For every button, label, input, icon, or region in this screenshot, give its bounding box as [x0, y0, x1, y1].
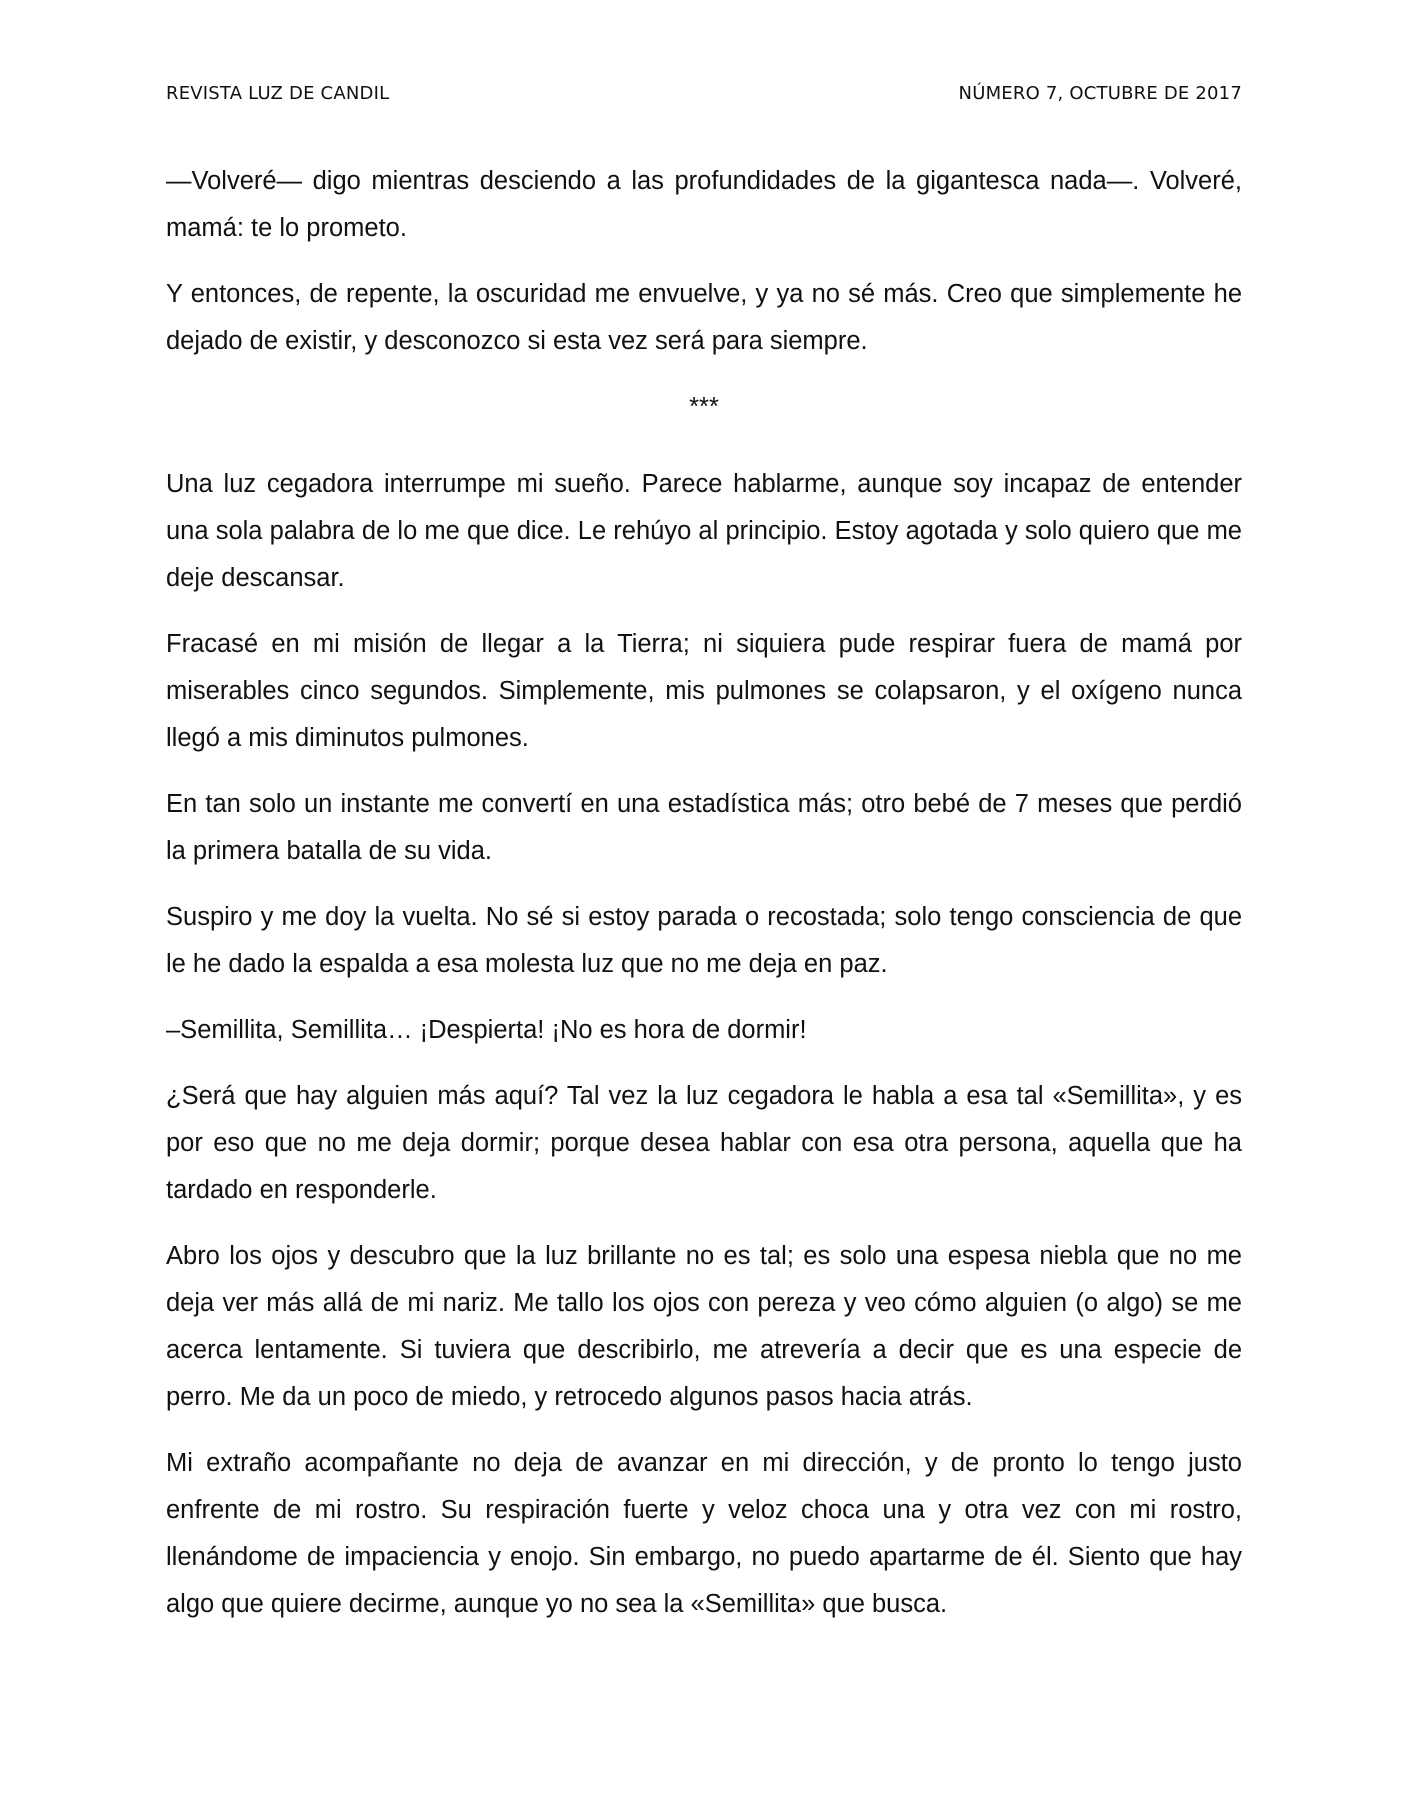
- header-magazine-title: REVISTA LUZ DE CANDIL: [166, 83, 390, 104]
- paragraph: En tan solo un instante me convertí en una estadística más; otro bebé de 7 meses que perdió la primera batalla de su vida.: [166, 790, 1242, 865]
- paragraph: —Volveré— digo mientras desciendo a las profundidades de la gigantesca nada—. Volveré, mamá: te lo prometo.: [166, 167, 1242, 242]
- section-separator: ***: [689, 393, 719, 421]
- running-header: [166, 83, 1242, 104]
- paragraph: Fracasé en mi misión de llegar a la Tierra; ni siquiera pude respirar fuera de mamá por miserables cinco segundos. Simplemente, mis pulmones se colapsaron, y el oxígeno nunca llegó a mis diminutos pulmones.: [166, 630, 1242, 752]
- header-issue-date: NÚMERO 7, OCTUBRE DE 2017: [958, 83, 1242, 104]
- paragraph: Y entonces, de repente, la oscuridad me envuelve, y ya no sé más. Creo que simplemente he dejado de existir, y desconozco si esta vez será para siempre.: [166, 280, 1242, 355]
- paragraph: Suspiro y me doy la vuelta. No sé si estoy parada o recostada; solo tengo consciencia de que le he dado la espalda a esa molesta luz que no me deja en paz.: [166, 903, 1242, 978]
- paragraph: Una luz cegadora interrumpe mi sueño. Parece hablarme, aunque soy incapaz de entender una sola palabra de lo me que dice. Le rehúyo al principio. Estoy agotada y solo quiero que me deje descansar.: [166, 470, 1242, 592]
- body-text: [166, 158, 1242, 1647]
- paragraph: Abro los ojos y descubro que la luz brillante no es tal; es solo una espesa niebla que no me deja ver más allá de mi nariz. Me tallo los ojos con pereza y veo cómo alguien (o algo) se me acerca lentamente. Si tuviera que describirlo, me atrevería a decir que es una especie de perro. Me da un poco de miedo, y retrocedo algunos pasos hacia atrás.: [166, 1242, 1242, 1411]
- dialogue-line: –Semillita, Semillita… ¡Despierta! ¡No es hora de dormir!: [166, 1016, 807, 1044]
- paragraph: Mi extraño acompañante no deja de avanzar en mi dirección, y de pronto lo tengo justo enfrente de mi rostro. Su respiración fuerte y veloz choca una y otra vez con mi rostro, llenándome de impaciencia y enojo. Sin embargo, no puedo apartarme de él. Siento que hay algo que quiere decirme, aunque yo no sea la «Semillita» que busca.: [166, 1449, 1242, 1618]
- paragraph: ¿Será que hay alguien más aquí? Tal vez la luz cegadora le habla a esa tal «Semillita», y es por eso que no me deja dormir; porque desea hablar con esa otra persona, aquella que ha tardado en responderle.: [166, 1082, 1242, 1204]
